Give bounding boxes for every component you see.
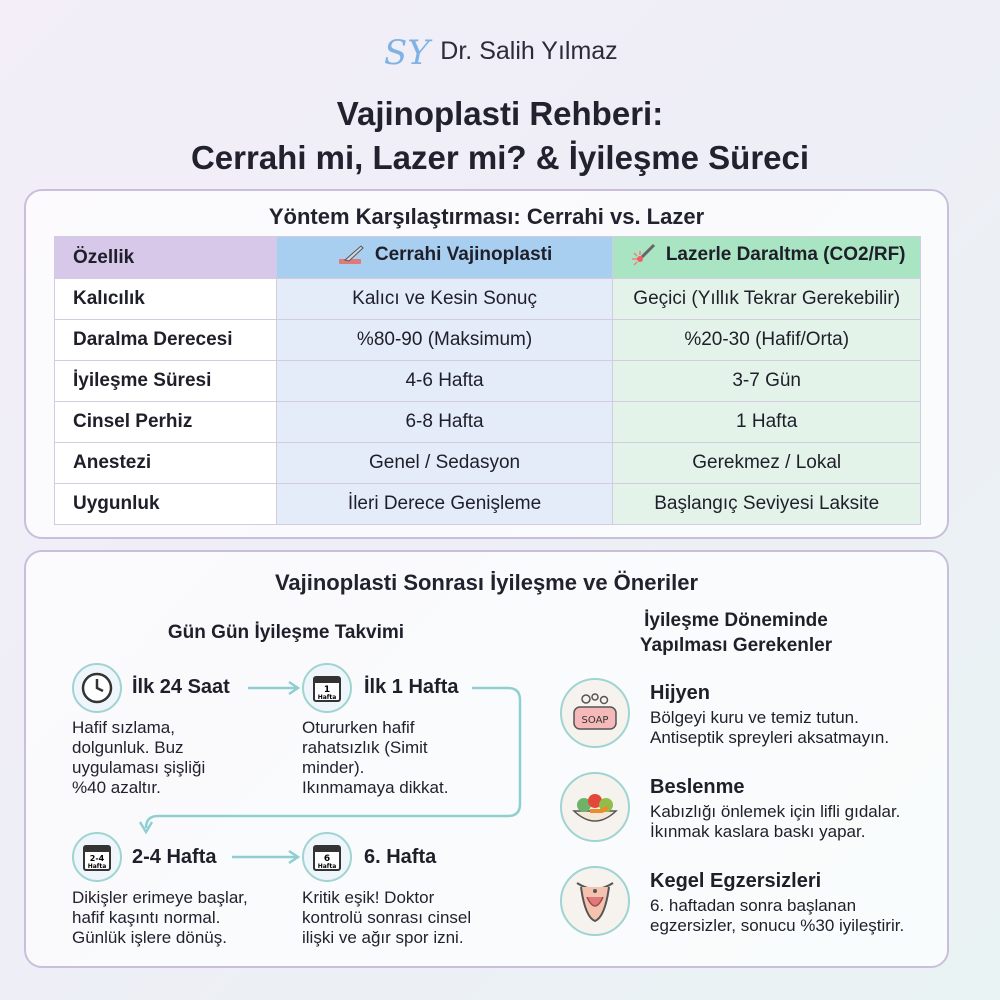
tip2-desc: Kabızlığı önlemek için lifli gıdalar. İkınmak kaslara baskı yapar. (650, 802, 901, 841)
step3-desc: Dikişler erimeye başlar, hafif kaşıntı normal. Günlük işlere dönüş. (72, 888, 248, 947)
calendar-icon (72, 832, 122, 882)
table-row (55, 443, 921, 484)
page-title-line1: Vajinoplasti Rehberi: (336, 95, 664, 132)
clock-icon (72, 663, 122, 713)
svg-text:Hafta: Hafta (87, 863, 107, 870)
timeline-title: Gün Gün İyileşme Takvimi (167, 622, 405, 643)
table-row (55, 402, 921, 443)
comparison-table (54, 236, 921, 525)
tip1-desc: Bölgeyi kuru ve temiz tutun. Antiseptik spreyleri aksatmayın. (650, 708, 890, 747)
brand-name: Dr. Salih Yılmaz (440, 36, 618, 65)
header-feature: Özellik (55, 237, 277, 279)
step2-title: İlk 1 Hafta (364, 676, 459, 698)
calendar-icon (302, 663, 352, 713)
calendar-icon (302, 832, 352, 882)
sy-logo-icon (382, 30, 434, 72)
svg-text:2-4: 2-4 (89, 854, 105, 863)
tips-title: İyileşme Döneminde Yapılması Gerekenler (639, 610, 833, 656)
svg-text:SY: SY (384, 33, 431, 72)
svg-text:SOAP: SOAP (581, 715, 609, 726)
table-row (55, 361, 921, 402)
table-header-row (55, 237, 921, 279)
table-row (55, 484, 921, 525)
svg-text:Hafta: Hafta (317, 863, 337, 870)
table-row (55, 279, 921, 320)
row-feature: Anestezi (55, 443, 277, 484)
row-feature: Kalıcılık (55, 279, 277, 320)
svg-text:Hafta: Hafta (317, 694, 337, 701)
row-surgical: %80-90 (Maksimum) (276, 320, 613, 361)
page-title-line2: Cerrahi mi, Lazer mi? & İyileşme Süreci (190, 139, 810, 176)
row-surgical: 6-8 Hafta (276, 402, 613, 443)
svg-text:1: 1 (323, 685, 331, 695)
row-surgical: İleri Derece Genişleme (276, 484, 613, 525)
healthy-food-icon (560, 772, 630, 842)
tip3-desc: 6. haftadan sonra başlanan egzersizler, sonucu %30 iyileştirir. (650, 896, 905, 935)
step1-title: İlk 24 Saat (132, 676, 230, 698)
tip1-title: Hijyen (650, 682, 711, 704)
soap-icon (560, 678, 630, 748)
header-surgical (276, 237, 613, 279)
laser-icon (628, 243, 658, 267)
row-feature: Cinsel Perhiz (55, 402, 277, 443)
table-row (55, 320, 921, 361)
row-feature: Uygunluk (55, 484, 277, 525)
tip2-title: Beslenme (650, 776, 745, 798)
row-surgical: 4-6 Hafta (276, 361, 613, 402)
recovery-title: Vajinoplasti Sonrası İyileşme ve Öneriler (274, 570, 699, 595)
row-laser: Geçici (Yıllık Tekrar Gerekebilir) (613, 279, 921, 320)
step2-desc: Otururken hafif rahatsızlık (Simit minder). Ikınmamaya dikkat. (302, 718, 449, 797)
brand-header (0, 30, 1000, 72)
recovery-panel (24, 550, 949, 968)
pelvic-floor-icon (560, 866, 630, 936)
header-laser-label: Lazerle Daraltma (CO2/RF) (665, 243, 906, 265)
header-laser (613, 237, 921, 279)
header-surgical-label: Cerrahi Vajinoplasti (374, 243, 553, 265)
page-title (0, 92, 1000, 180)
step1-desc: Hafif sızlama, dolgunluk. Buz uygulaması şişliği %40 azaltır. (72, 718, 206, 797)
row-surgical: Genel / Sedasyon (276, 443, 613, 484)
row-surgical: Kalıcı ve Kesin Sonuç (276, 279, 613, 320)
row-feature: Daralma Derecesi (55, 320, 277, 361)
step3-title: 2-4 Hafta (132, 846, 217, 868)
step4-desc: Kritik eşik! Doktor kontrolü sonrası cinsel ilişki ve ağır spor izni. (302, 888, 472, 947)
row-laser: %20-30 (Hafif/Orta) (613, 320, 921, 361)
step4-title: 6. Hafta (364, 846, 437, 868)
comparison-panel (24, 189, 949, 539)
row-laser: Başlangıç Seviyesi Laksite (613, 484, 921, 525)
comparison-title: Yöntem Karşılaştırması: Cerrahi vs. Lazer (268, 204, 705, 229)
row-laser: 3-7 Gün (613, 361, 921, 402)
svg-text:6: 6 (323, 854, 331, 864)
row-laser: Gerekmez / Lokal (613, 443, 921, 484)
tip3-title: Kegel Egzersizleri (650, 870, 822, 892)
scalpel-icon (337, 243, 367, 267)
row-laser: 1 Hafta (613, 402, 921, 443)
row-feature: İyileşme Süresi (55, 361, 277, 402)
